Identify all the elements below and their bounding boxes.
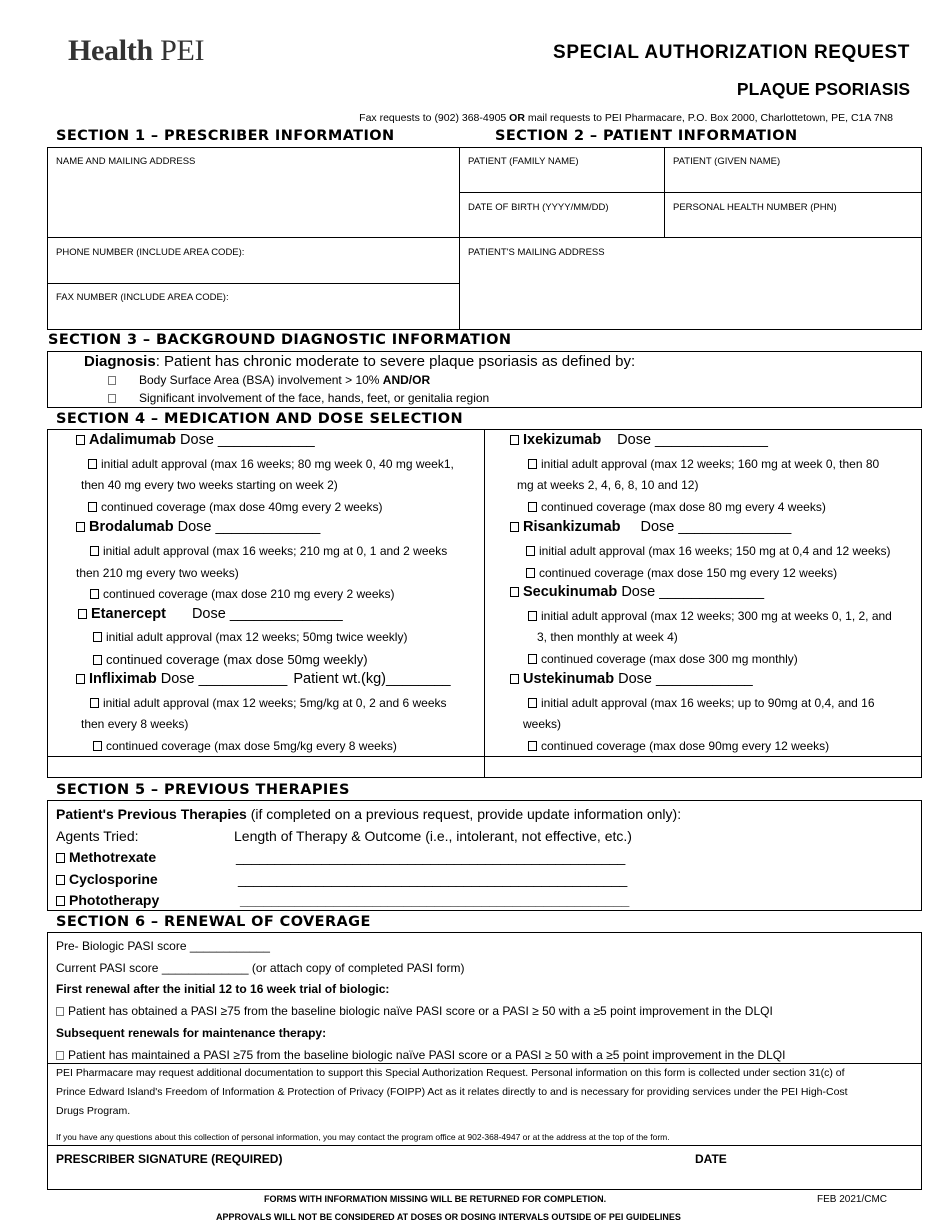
infliximab-initial-checkbox[interactable] bbox=[90, 698, 99, 708]
etanercept-continued-text: continued coverage (max dose 50mg weekly) bbox=[106, 652, 368, 667]
section6-title: SECTION 6 – RENEWAL OF COVERAGE bbox=[56, 914, 371, 930]
risankizumab-continued-checkbox[interactable] bbox=[526, 568, 535, 578]
brodalumab-dose[interactable]: Dose _____________ bbox=[177, 519, 321, 535]
brodalumab-initial-text: initial adult approval (max 16 weeks; 210 mg at 0, 1 and 2 weeks bbox=[103, 544, 448, 558]
ixekizumab-dose[interactable]: Dose ______________ bbox=[617, 432, 768, 448]
secukinumab-initial-text: initial adult approval (max 12 weeks; 300 mg at weeks 0, 1, 2, and bbox=[541, 609, 892, 623]
region-checkbox[interactable] bbox=[108, 394, 116, 403]
adalimumab-initial[interactable] bbox=[88, 457, 454, 471]
secukinumab-label: Secukinumab bbox=[523, 584, 618, 600]
etanercept-continued-checkbox[interactable] bbox=[93, 655, 102, 665]
ustekinumab-label: Ustekinumab bbox=[523, 671, 615, 687]
first-renewal-text: Patient has obtained a PASI ≥75 from the baseline biologic naïve PASI score or a PASI ≥ 50 with a ≥5 point improvement in the DLQI bbox=[68, 1004, 773, 1018]
etanercept-option[interactable] bbox=[78, 606, 343, 622]
subsequent-renewal-text: Patient has maintained a PASI ≥75 from the baseline biologic naïve PASI score or a PASI ≥ 50 with a ≥5 point improvement in the DLQI bbox=[68, 1048, 786, 1062]
previous-therapies-bold: Patient's Previous Therapies bbox=[56, 806, 247, 822]
ustekinumab-initial-text: initial adult approval (max 16 weeks; up to 90mg at 0,4, and 16 bbox=[541, 696, 875, 710]
cyclosporine-option[interactable] bbox=[56, 871, 158, 887]
adalimumab-checkbox[interactable] bbox=[76, 435, 85, 445]
ixekizumab-initial[interactable] bbox=[528, 457, 879, 471]
ustekinumab-initial-2: weeks) bbox=[523, 717, 562, 731]
section4-title: SECTION 4 – MEDICATION AND DOSE SELECTION bbox=[56, 411, 464, 427]
methotrexate-checkbox[interactable] bbox=[56, 853, 65, 863]
ixekizumab-initial-2: mg at weeks 2, 4, 6, 8, 10 and 12) bbox=[517, 478, 699, 492]
subsequent-renewal-heading: Subsequent renewals for maintenance therapy: bbox=[56, 1026, 327, 1040]
adalimumab-continued-text: continued coverage (max dose 40mg every 2 weeks) bbox=[101, 500, 383, 514]
current-pasi[interactable]: Current PASI score _____________ (or attach copy of completed PASI form) bbox=[56, 961, 465, 975]
secukinumab-option[interactable] bbox=[510, 584, 764, 600]
infliximab-dose[interactable]: Dose ___________ bbox=[160, 671, 288, 687]
etanercept-dose[interactable]: Dose ______________ bbox=[191, 606, 343, 622]
diagnosis-text bbox=[84, 353, 635, 370]
prescriber-signature-field[interactable]: PRESCRIBER SIGNATURE (REQUIRED) bbox=[56, 1152, 283, 1166]
infliximab-continued[interactable] bbox=[93, 739, 397, 753]
risankizumab-initial-text: initial adult approval (max 16 weeks; 150 mg at 0,4 and 12 weeks) bbox=[539, 544, 891, 558]
name-address-field[interactable]: NAME AND MAILING ADDRESS bbox=[56, 156, 196, 167]
ixekizumab-continued-checkbox[interactable] bbox=[528, 502, 537, 512]
pre-biologic-pasi[interactable]: Pre- Biologic PASI score ____________ bbox=[56, 939, 270, 953]
risankizumab-dose[interactable]: Dose ______________ bbox=[640, 519, 792, 535]
fax-post: mail requests to PEI Pharmacare, P.O. Box 2000, Charlottetown, PE, C1A 7N8 bbox=[524, 112, 893, 124]
ustekinumab-continued-text: continued coverage (max dose 90mg every 12 weeks) bbox=[541, 739, 830, 753]
risankizumab-continued[interactable] bbox=[526, 566, 837, 580]
ixekizumab-checkbox[interactable] bbox=[510, 435, 519, 445]
length-outcome-label: Length of Therapy & Outcome (i.e., intolerant, not effective, etc.) bbox=[234, 828, 632, 844]
infliximab-continued-checkbox[interactable] bbox=[93, 741, 102, 751]
risankizumab-continued-text: continued coverage (max dose 150 mg every 12 weeks) bbox=[539, 566, 838, 580]
cyclosporine-line[interactable]: __________________________________________________ bbox=[238, 871, 628, 887]
bsa-option[interactable] bbox=[108, 373, 430, 387]
adalimumab-dose[interactable]: Dose ____________ bbox=[180, 432, 315, 448]
previous-therapies-rest: (if completed on a previous request, provide update information only): bbox=[246, 806, 682, 822]
risankizumab-label: Risankizumab bbox=[523, 519, 621, 535]
family-name-field[interactable]: PATIENT (FAMILY NAME) bbox=[468, 156, 579, 167]
bsa-checkbox[interactable] bbox=[108, 376, 116, 385]
secukinumab-initial[interactable] bbox=[528, 609, 892, 623]
ustekinumab-initial-checkbox[interactable] bbox=[528, 698, 537, 708]
footer-approvals: APPROVALS WILL NOT BE CONSIDERED AT DOSES OR DOSING INTERVALS OUTSIDE OF PEI GUIDELINES bbox=[216, 1212, 681, 1222]
health-pei-logo bbox=[68, 34, 204, 68]
infliximab-continued-text: continued coverage (max dose 5mg/kg every 8 weeks) bbox=[106, 739, 397, 753]
ustekinumab-initial[interactable] bbox=[528, 696, 875, 710]
secukinumab-initial-2: 3, then monthly at week 4) bbox=[537, 630, 678, 644]
form-code: FEB 2021/CMC bbox=[817, 1194, 888, 1205]
first-renewal-option[interactable] bbox=[56, 1004, 773, 1018]
bsa-text: Body Surface Area (BSA) involvement > 10% bbox=[139, 373, 383, 387]
fax-instructions bbox=[359, 112, 893, 124]
footer-missing-info: FORMS WITH INFORMATION MISSING WILL BE RETURNED FOR COMPLETION. bbox=[264, 1194, 607, 1204]
ustekinumab-option[interactable] bbox=[510, 671, 753, 687]
ustekinumab-continued-checkbox[interactable] bbox=[528, 741, 537, 751]
infliximab-weight[interactable]: Patient wt.(kg)________ bbox=[293, 671, 451, 687]
logo-bold-text: Health bbox=[68, 34, 153, 67]
etanercept-initial[interactable] bbox=[93, 630, 407, 644]
section2-title: SECTION 2 – PATIENT INFORMATION bbox=[495, 128, 798, 144]
etanercept-initial-checkbox[interactable] bbox=[93, 632, 102, 642]
section3-title: SECTION 3 – BACKGROUND DIAGNOSTIC INFORMATION bbox=[48, 332, 512, 348]
phn-field[interactable]: PERSONAL HEALTH NUMBER (PHN) bbox=[673, 202, 837, 213]
ustekinumab-continued[interactable] bbox=[528, 739, 829, 753]
infliximab-initial-2: then every 8 weeks) bbox=[81, 717, 189, 731]
secukinumab-continued-text: continued coverage (max dose 300 mg monthly) bbox=[541, 652, 798, 666]
brodalumab-checkbox[interactable] bbox=[76, 522, 85, 532]
brodalumab-option[interactable] bbox=[76, 519, 320, 535]
adalimumab-initial-checkbox[interactable] bbox=[88, 459, 97, 469]
section5-title: SECTION 5 – PREVIOUS THERAPIES bbox=[56, 782, 350, 798]
region-text: Significant involvement of the face, hands, feet, or genitalia region bbox=[139, 391, 490, 405]
fax-field[interactable]: FAX NUMBER (INCLUDE AREA CODE): bbox=[56, 292, 229, 303]
infliximab-initial[interactable] bbox=[90, 696, 447, 710]
phototherapy-label: Phototherapy bbox=[69, 892, 160, 908]
risankizumab-initial[interactable] bbox=[526, 544, 891, 558]
risankizumab-checkbox[interactable] bbox=[510, 522, 519, 532]
privacy-line-1: PEI Pharmacare may request additional documentation to support this Special Authorization Request. Personal information on this form is collected under section 31(c) of bbox=[56, 1067, 845, 1079]
ixekizumab-initial-checkbox[interactable] bbox=[528, 459, 537, 469]
ixekizumab-initial-text: initial adult approval (max 12 weeks; 160 mg at week 0, then 80 bbox=[541, 457, 880, 471]
form-title: SPECIAL AUTHORIZATION REQUEST bbox=[553, 42, 910, 63]
methotrexate-label: Methotrexate bbox=[69, 849, 157, 865]
agents-tried-label: Agents Tried: bbox=[56, 828, 139, 844]
adalimumab-continued-checkbox[interactable] bbox=[88, 502, 97, 512]
brodalumab-label: Brodalumab bbox=[89, 519, 174, 535]
etanercept-checkbox[interactable] bbox=[78, 609, 87, 619]
risankizumab-option[interactable] bbox=[510, 519, 791, 535]
subsequent-renewal-checkbox[interactable] bbox=[56, 1051, 64, 1060]
given-name-field[interactable]: PATIENT (GIVEN NAME) bbox=[673, 156, 781, 167]
first-renewal-heading: First renewal after the initial 12 to 16 week trial of biologic: bbox=[56, 982, 390, 996]
section1-title: SECTION 1 – PRESCRIBER INFORMATION bbox=[56, 128, 395, 144]
date-field[interactable]: DATE bbox=[695, 1152, 727, 1166]
brodalumab-initial-2: then 210 mg every two weeks) bbox=[76, 566, 239, 580]
phone-field[interactable]: PHONE NUMBER (INCLUDE AREA CODE): bbox=[56, 247, 245, 258]
secukinumab-initial-checkbox[interactable] bbox=[528, 611, 537, 621]
brodalumab-initial-checkbox[interactable] bbox=[90, 546, 99, 556]
dob-field[interactable]: DATE OF BIRTH (YYYY/MM/DD) bbox=[468, 202, 609, 213]
privacy-line-2: Prince Edward Island's Freedom of Information & Protection of Privacy (FOIPP) Act as it relates directly to and is necessary for providing services under the PEI High-Cost bbox=[56, 1086, 848, 1098]
ixekizumab-continued[interactable] bbox=[528, 500, 826, 514]
adalimumab-continued[interactable] bbox=[88, 500, 382, 514]
infliximab-initial-text: initial adult approval (max 12 weeks; 5mg/kg at 0, 2 and 6 weeks bbox=[103, 696, 447, 710]
brodalumab-initial[interactable] bbox=[90, 544, 447, 558]
ixekizumab-label: Ixekizumab bbox=[523, 432, 602, 448]
adalimumab-label: Adalimumab bbox=[89, 432, 177, 448]
infliximab-checkbox[interactable] bbox=[76, 674, 85, 684]
infliximab-label: Infliximab bbox=[89, 671, 157, 687]
privacy-questions: If you have any questions about this collection of personal information, you may contact the program office at 902-368-4947 or at the address at the top of the form. bbox=[56, 1132, 670, 1142]
etanercept-continued[interactable] bbox=[93, 652, 368, 667]
phototherapy-option[interactable] bbox=[56, 892, 159, 908]
methotrexate-option[interactable] bbox=[56, 849, 156, 865]
ixekizumab-continued-text: continued coverage (max dose 80 mg every 4 weeks) bbox=[541, 500, 826, 514]
infliximab-option[interactable] bbox=[76, 671, 451, 687]
phototherapy-line[interactable]: __________________________________________________ bbox=[240, 892, 630, 908]
first-renewal-checkbox[interactable] bbox=[56, 1007, 64, 1016]
secukinumab-dose[interactable]: Dose _____________ bbox=[621, 584, 765, 600]
cyclosporine-checkbox[interactable] bbox=[56, 875, 65, 885]
fax-or: OR bbox=[509, 112, 525, 124]
brodalumab-continued-text: continued coverage (max dose 210 mg every 2 weeks) bbox=[103, 587, 395, 601]
diagnosis-desc: : Patient has chronic moderate to severe plaque psoriasis as defined by: bbox=[155, 353, 636, 370]
diagnosis-label: Diagnosis bbox=[84, 353, 156, 370]
methotrexate-line[interactable]: __________________________________________________ bbox=[236, 849, 626, 865]
brodalumab-continued[interactable] bbox=[90, 587, 395, 601]
adalimumab-initial-2: then 40 mg every two weeks starting on week 2) bbox=[81, 478, 338, 492]
secukinumab-checkbox[interactable] bbox=[510, 587, 519, 597]
form-subtitle: PLAQUE PSORIASIS bbox=[736, 79, 910, 99]
secukinumab-continued-checkbox[interactable] bbox=[528, 654, 537, 664]
subsequent-renewal-option[interactable] bbox=[56, 1048, 785, 1062]
privacy-line-3: Drugs Program. bbox=[56, 1105, 131, 1117]
adalimumab-initial-text: initial adult approval (max 16 weeks; 80 mg week 0, 40 mg week1, bbox=[101, 457, 454, 471]
brodalumab-continued-checkbox[interactable] bbox=[90, 589, 99, 599]
fax-pre: Fax requests to (902) 368-4905 bbox=[359, 112, 510, 124]
logo-light-text: PEI bbox=[160, 34, 205, 67]
etanercept-label: Etanercept bbox=[91, 606, 166, 622]
region-option[interactable] bbox=[108, 391, 489, 405]
phototherapy-checkbox[interactable] bbox=[56, 896, 65, 906]
patient-mailing-field[interactable]: PATIENT'S MAILING ADDRESS bbox=[468, 247, 605, 258]
previous-therapies-intro bbox=[56, 806, 681, 822]
ustekinumab-checkbox[interactable] bbox=[510, 674, 519, 684]
bsa-andor: AND/OR bbox=[382, 373, 431, 387]
ustekinumab-dose[interactable]: Dose ____________ bbox=[618, 671, 753, 687]
adalimumab-option[interactable] bbox=[76, 432, 315, 448]
secukinumab-continued[interactable] bbox=[528, 652, 798, 666]
etanercept-initial-text: initial adult approval (max 12 weeks; 50mg twice weekly) bbox=[106, 630, 408, 644]
risankizumab-initial-checkbox[interactable] bbox=[526, 546, 535, 556]
ixekizumab-option[interactable] bbox=[510, 432, 768, 448]
cyclosporine-label: Cyclosporine bbox=[69, 871, 158, 887]
